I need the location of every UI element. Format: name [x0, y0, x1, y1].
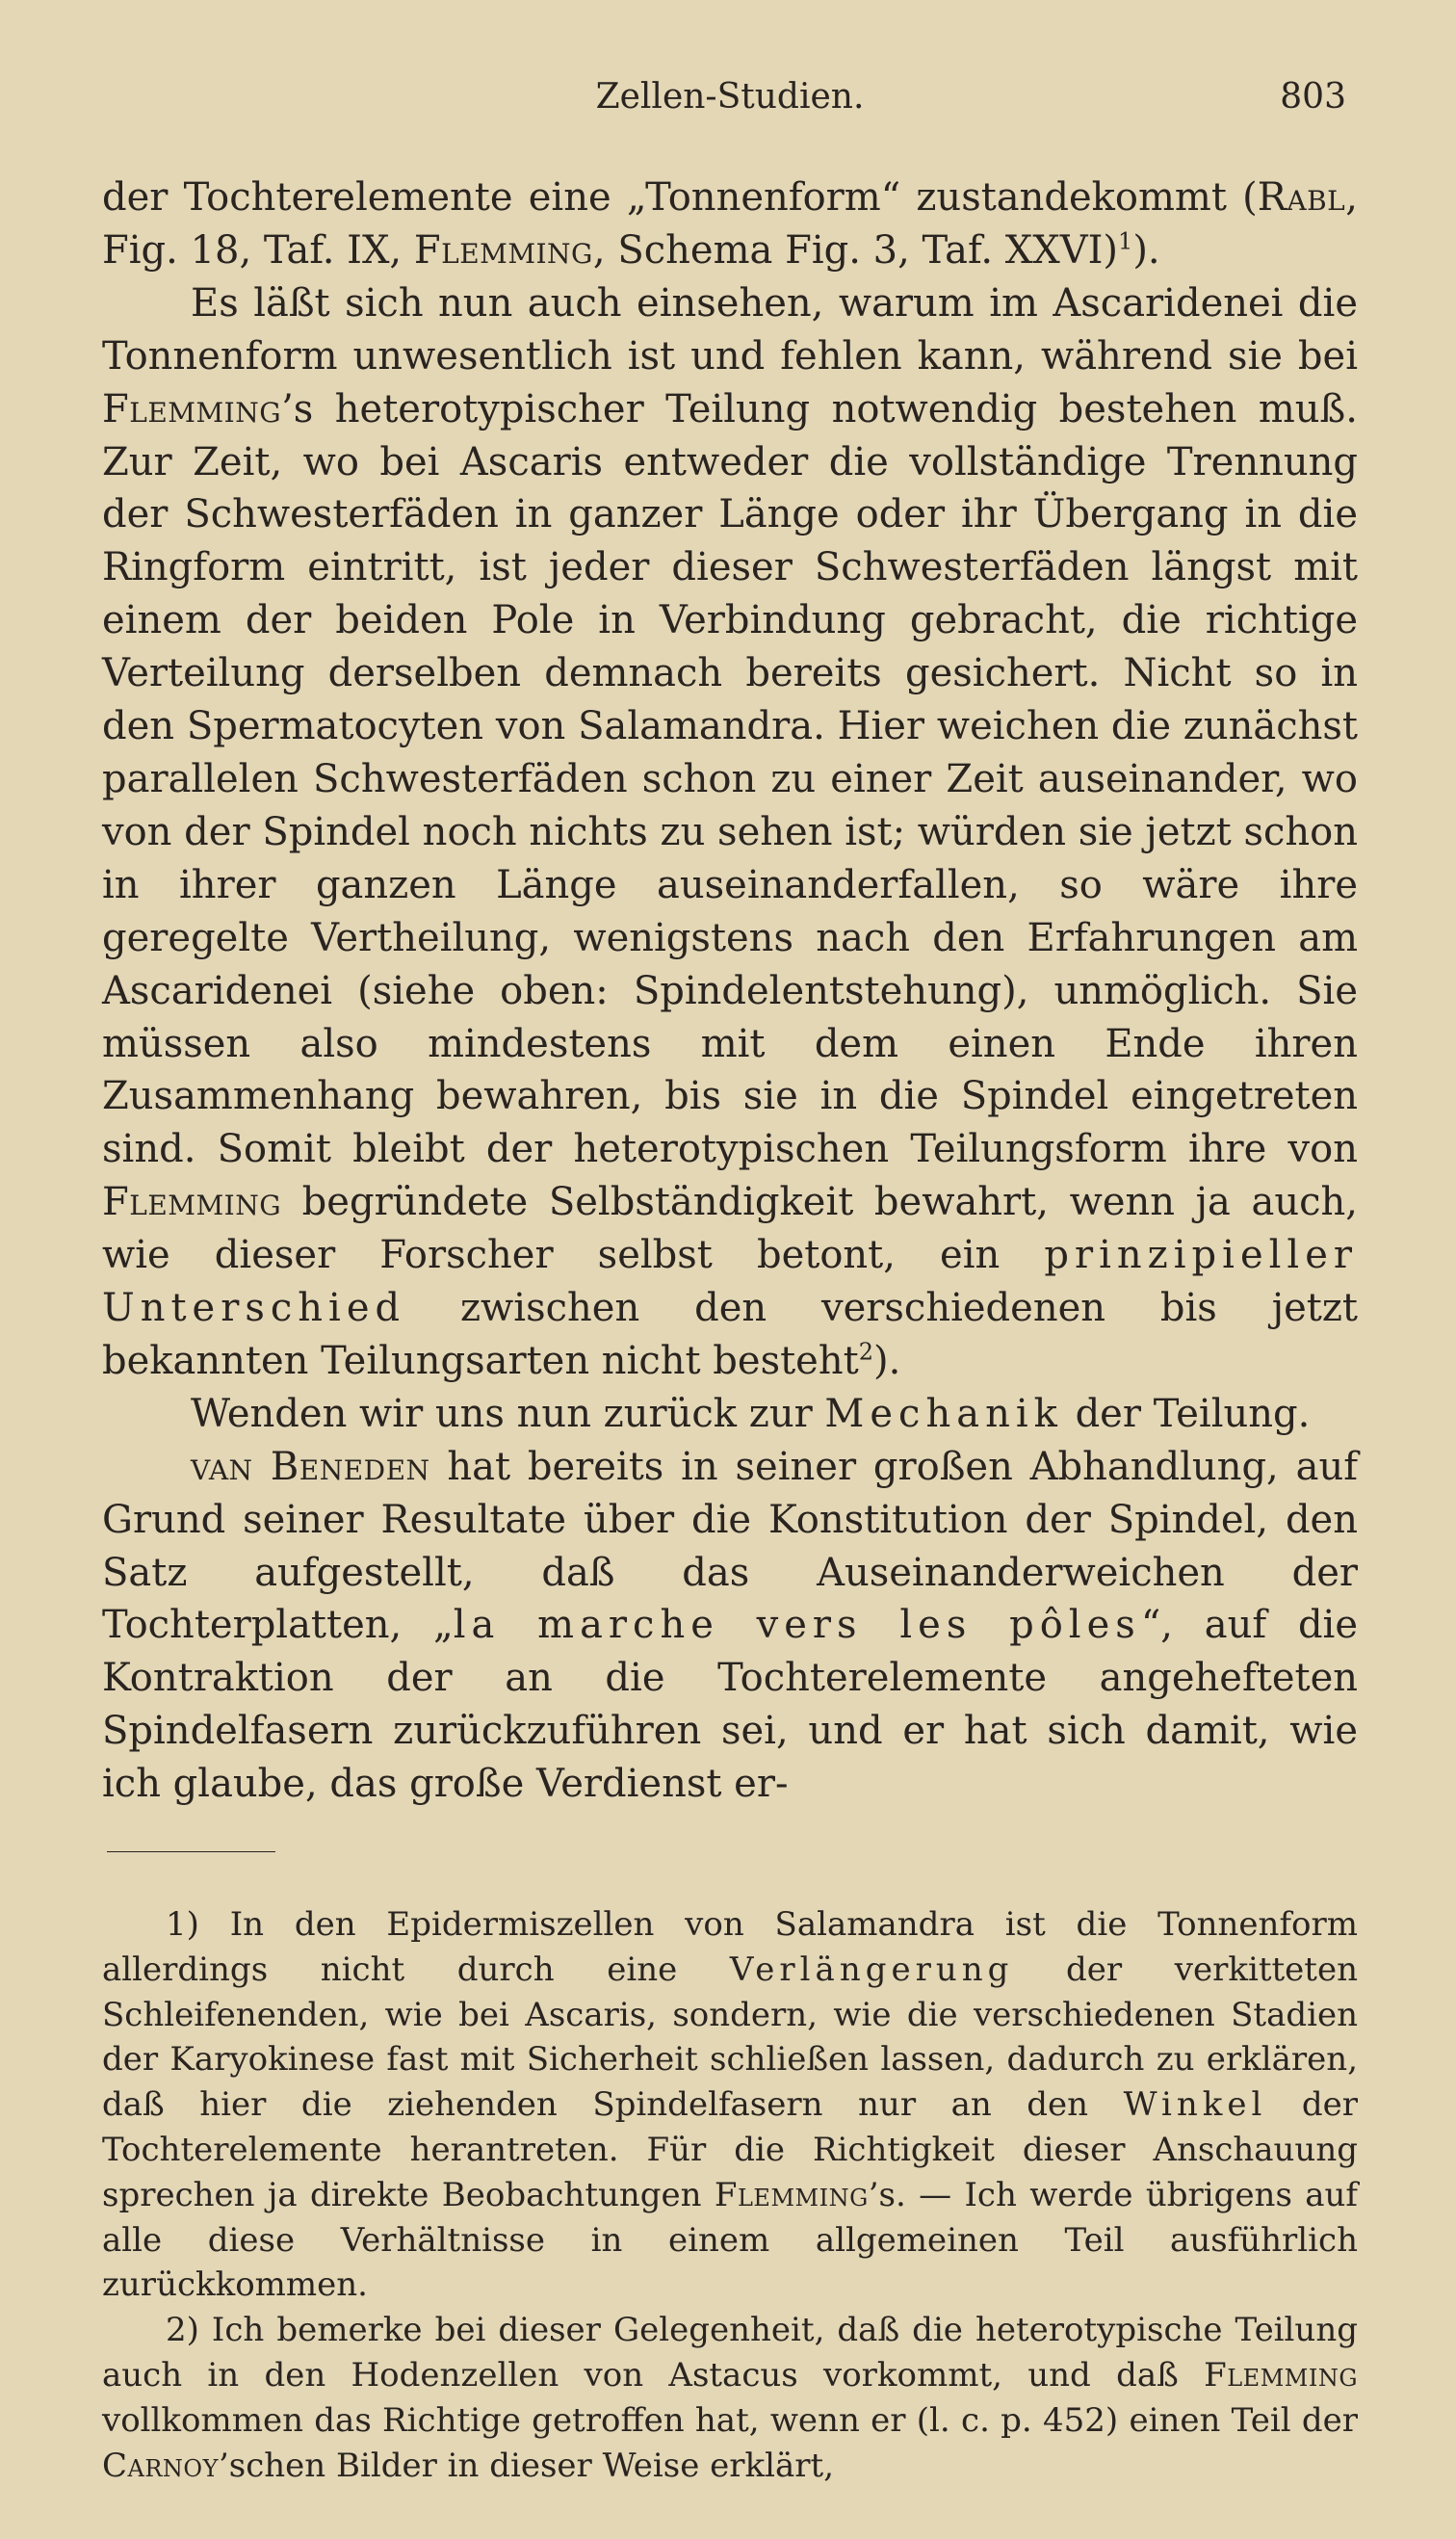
footnote-ref: 2 — [858, 1338, 873, 1366]
text-run: ’s heterotypischer Teilung notwendig bestehen muß. Zur Zeit, wo bei Ascaris entweder die vollständige Trennung der Schwesterfäden in ganzer Länge oder ihr Übergang in die Ringform eintritt, ist jeder dieser Schwesterfäden längst mit einem der beiden Pole in Verbindung gebracht, die richtige Verteilung derselben demnach bereits gesichert. Nicht so in den Spermatocyten von Salamandra. Hier weichen die zunächst parallelen Schwesterfäden schon zu einer Zeit auseinander, wo von der Spindel noch nichts zu sehen ist; würden sie jetzt schon in ihrer ganzen Länge auseinanderfallen, so wäre ihre geregelte Vertheilung, wenigstens nach den Erfahrungen am Ascaridenei (siehe oben: Spindelentstehung), unmöglich. Sie müssen also mindestens mit dem einen Ende ihren Zusammenhang bewahren, bis sie in die Spindel eingetreten sind. Somit bleibt der heterotypischen Teilungsform ihre von — [102, 386, 1358, 1172]
text-run: ’s. — Ich werde übrigens auf alle diese Verhältnisse in einem allgemeinen Teil ausführlich zurückkommen. — [102, 2175, 1358, 2305]
author-name: Flemming — [714, 2175, 869, 2214]
footnote-rule — [107, 1851, 275, 1852]
text-run: vollkommen das Richtige getroffen hat, wenn er (l. c. p. 452) einen Teil der — [102, 2400, 1358, 2440]
text-run: der Teilung. — [1062, 1391, 1311, 1436]
text-run: ’schen Bilder in dieser Weise erklärt, — [218, 2446, 834, 2485]
footnote-2 — [102, 2308, 1358, 2488]
paragraph-1 — [102, 171, 1358, 277]
paragraph-2 — [102, 277, 1358, 1388]
author-name: van Beneden — [191, 1444, 430, 1489]
running-title: Zellen-Studien. — [595, 77, 865, 117]
paragraph-4 — [102, 1441, 1358, 1811]
text-run: der verkitteten Schleifenenden, wie bei Ascaris, sondern, wie die verschiedenen Stadien der Karyokinese fast mit Sicherheit schließen lassen, dadurch zu erklären, daß hier die ziehenden Spindelfasern nur an den — [102, 1950, 1358, 2125]
emphasis-spaced: prinzipieller Unterschied — [102, 1233, 1358, 1331]
emphasis-spaced: Mechanik — [824, 1391, 1063, 1436]
author-name: Carnoy — [102, 2446, 219, 2485]
text-run: “, auf die Kontraktion der an die Tochterelemente angehefteten Spindelfasern zurückzuführen sei, und er hat sich damit, wie ich glaube, das große Verdienst er- — [102, 1603, 1359, 1807]
author-name: Flemming — [413, 227, 593, 273]
text-run: 2) Ich bemerke bei dieser Gelegenheit, daß die heterotypische Teilung auch in den Hodenzellen von Astacus vorkommt, und daß — [102, 2311, 1358, 2395]
author-name: Flemming — [102, 1180, 282, 1225]
author-name: Flemming — [102, 386, 282, 432]
text-run: begründete Selbständigkeit bewahrt, wenn ja auch, wie dieser Forscher selbst betont, ein — [102, 1180, 1358, 1278]
text-run: , Fig. 18, Taf. IX, — [102, 175, 1358, 273]
running-head — [102, 77, 1358, 135]
text-run: zwischen den verschiedenen bis jetzt bekannten Teilungsarten nicht besteht — [102, 1286, 1358, 1383]
text-run: der Tochterelemente eine „Tonnenform“ zustandekommt ( — [102, 175, 1258, 220]
text-run: Wenden wir uns nun zurück zur — [191, 1391, 825, 1436]
text-run: ). — [872, 1338, 901, 1383]
text-run: ). — [1132, 227, 1160, 273]
author-name: Rabl — [1257, 175, 1346, 220]
text-run: hat bereits in seiner großen Abhandlung, auf Grund seiner Resultate über die Konstitution der Spindel, den Satz aufgestellt, daß das Auseinanderweichen der Tochterplatten, „ — [102, 1444, 1359, 1648]
emphasis-spaced: Verlängerung — [729, 1950, 1014, 1989]
emphasis-spaced: Winkel — [1123, 2085, 1267, 2125]
text-run: Es läßt sich nun auch einsehen, warum im Ascaridenei die Tonnenform unwesentlich ist und fehlen kann, während sie bei — [102, 280, 1358, 379]
text-run: der Tochterelemente herantreten. Für die Richtigkeit dieser Anschauung sprechen ja direkte Beobachtungen — [102, 2085, 1358, 2214]
body-text — [102, 171, 1358, 1811]
text-run: 1) In den Epidermiszellen von Salamandra ist die Tonnenform allerdings nicht durch eine — [102, 1905, 1358, 1989]
text-run: , Schema Fig. 3, Taf. XXVI) — [592, 227, 1119, 273]
paragraph-3 — [102, 1388, 1358, 1441]
footnotes — [102, 1902, 1358, 2488]
footnote-1 — [102, 1902, 1358, 2308]
emphasis-spaced: la marche vers les pôles — [453, 1603, 1141, 1648]
page-number: 803 — [1280, 77, 1346, 117]
footnote-ref: 1 — [1118, 227, 1133, 255]
author-name: Flemming — [1204, 2356, 1358, 2395]
